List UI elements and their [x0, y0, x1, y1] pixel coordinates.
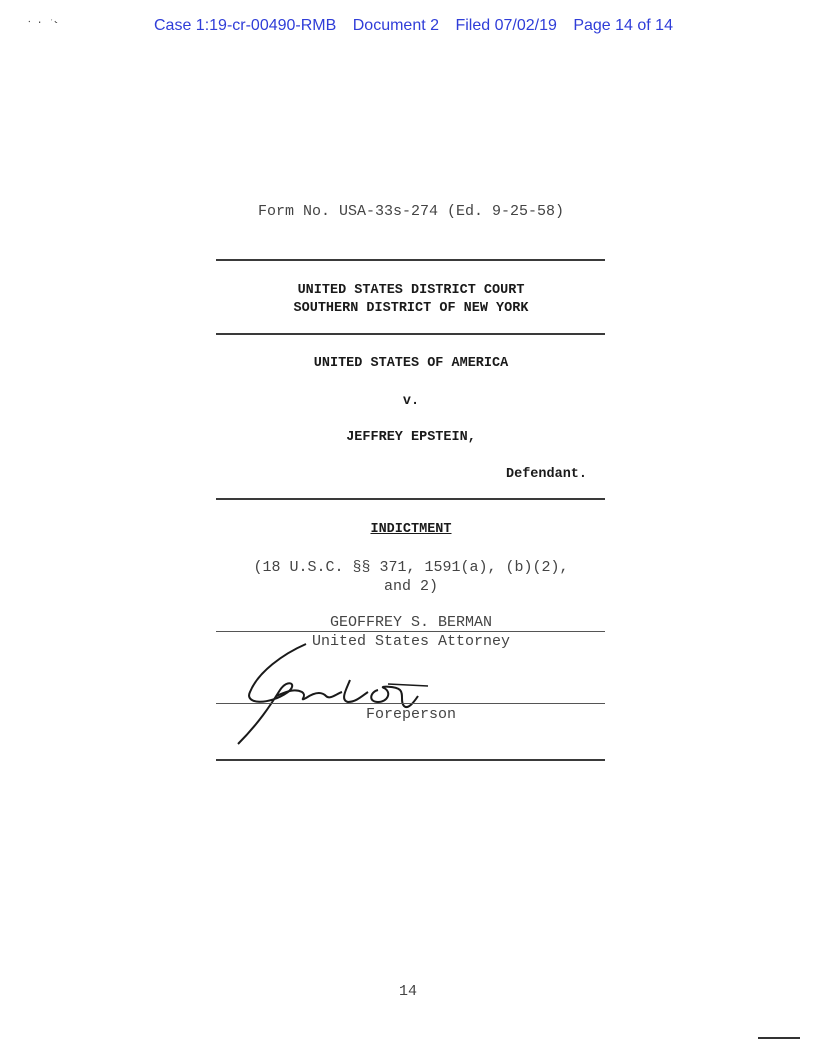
attorney-name: GEOFFREY S. BERMAN: [329, 614, 493, 631]
statute-citation: [216, 558, 606, 596]
defendant-label: Defendant.: [506, 467, 588, 482]
divider: [216, 333, 605, 335]
form-number: Form No. USA-33s-274 (Ed. 9-25-58): [257, 203, 565, 220]
plaintiff: UNITED STATES OF AMERICA: [313, 356, 509, 371]
defendant-name: JEFFREY EPSTEIN,: [346, 430, 476, 445]
document-number: Document 2: [352, 17, 440, 34]
filed-date: Filed 07/02/19: [455, 17, 557, 34]
court-name: [216, 282, 606, 318]
court-line-2: SOUTHERN DISTRICT OF NEW YORK: [293, 301, 529, 316]
case-number: Case 1:19-cr-00490-RMB: [154, 17, 337, 34]
court-line-1: UNITED STATES DISTRICT COURT: [297, 283, 525, 298]
attorney-title: United States Attorney: [311, 633, 511, 650]
statute-line-2: and 2): [383, 578, 438, 595]
divider: [216, 759, 605, 761]
divider: [216, 259, 605, 261]
page-number: 14: [398, 983, 417, 1000]
versus: v.: [402, 394, 420, 409]
page-indicator: Page 14 of 14: [573, 17, 673, 34]
foreperson-signature: [228, 640, 438, 750]
signature-line: [216, 703, 605, 704]
signature-line: [216, 631, 605, 632]
corner-mark: [758, 1037, 800, 1039]
divider: [216, 498, 605, 500]
filing-header: [154, 17, 685, 35]
statute-line-1: (18 U.S.C. §§ 371, 1591(a), (b)(2),: [253, 559, 569, 576]
foreperson-label: Foreperson: [365, 706, 456, 723]
scan-specks: ⸱ · ˑ˞: [28, 18, 61, 29]
document-title: INDICTMENT: [370, 522, 452, 537]
